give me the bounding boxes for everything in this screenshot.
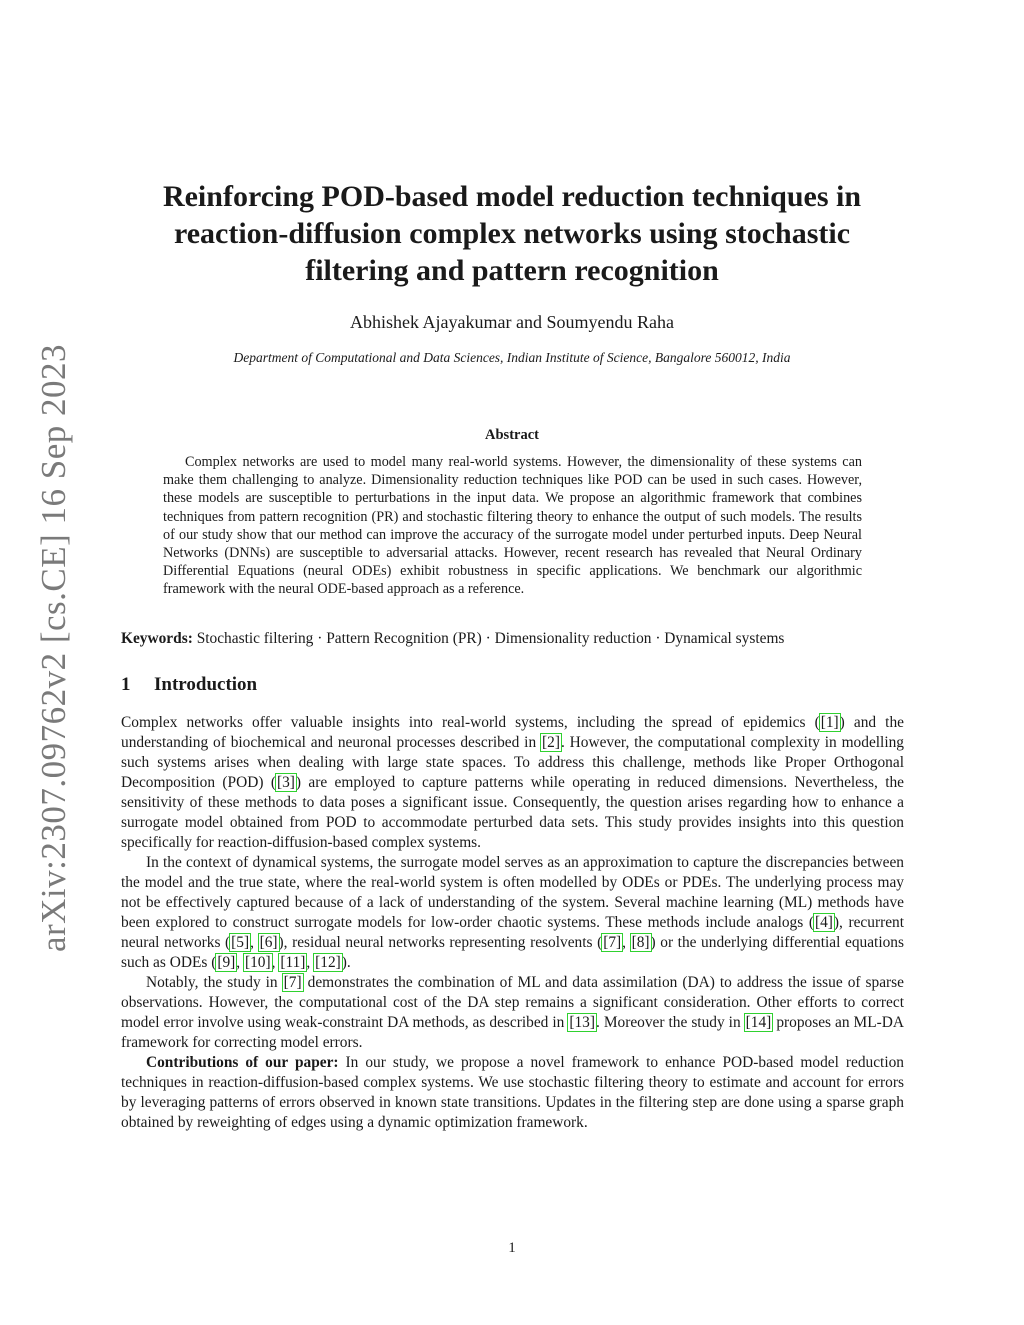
text-run: ) are employed to capture patterns while operating in reduced dimensions. Nevertheless, the sensitivity of these methods to data poses a significant issue. Consequently, the question arises regarding how to enhance a surrogate model obtained from POD to accommodate perturbed data sets. This study provides insights into this question specifically for reaction-diffusion-based complex systems. xyxy=(121,774,904,851)
text-run: Complex networks offer valuable insights into real-world systems, including the spread of epidemics ( xyxy=(121,714,820,731)
text-run: , xyxy=(250,934,259,951)
citation-link[interactable]: [4] xyxy=(814,914,833,931)
text-run: ) or the underlying differential equations such as ODEs ( xyxy=(121,934,904,971)
text-run: , xyxy=(622,934,631,951)
citation-link[interactable]: [10] xyxy=(244,954,271,971)
section-heading xyxy=(121,674,257,696)
keywords-label: Keywords: xyxy=(121,630,193,647)
section-title: Introduction xyxy=(154,674,258,695)
abstract-heading: Abstract xyxy=(485,427,539,443)
citation-link[interactable]: [11] xyxy=(280,954,306,971)
citation-link[interactable]: [14] xyxy=(745,1014,772,1031)
citation-link[interactable]: [9] xyxy=(217,954,236,971)
text-run: ) and the understanding of biochemical and neuronal processes described in xyxy=(121,714,904,751)
title-line: reaction-diffusion complex networks using stochastic xyxy=(173,217,851,250)
text-run: , xyxy=(236,954,244,971)
citation-link[interactable]: [7] xyxy=(603,934,622,951)
citation-link[interactable]: [2] xyxy=(542,734,560,751)
abstract-text: Complex networks are used to model many real-world systems. However, the dimensionality of these systems can make them challenging to analyze. Dimensionality reduction techniques like POD can be used in such cases. However, these models are susceptible to perturbations in the input data. We propose an algorithmic framework that combines techniques from pattern recognition (PR) and stochastic filtering theory to enhance the output of such models. The results of our study show that our method can improve the accuracy of the surrogate model under perturbed inputs. Deep Neural Networks (DNNs) are susceptible to adversarial attacks. However, recent research has revealed that Neural Ordinary Differential Equations (neural ODEs) exhibit robustness in specific applications. We benchmark our algorithmic framework with the neural ODE-based approach as a reference. xyxy=(163,454,862,598)
citation-link[interactable]: [3] xyxy=(276,774,295,791)
arxiv-side-stamp: arXiv:2307.09762v2 [cs.CE] 16 Sep 2023 xyxy=(34,343,73,953)
citation-link[interactable]: [5] xyxy=(231,934,250,951)
title-line: Reinforcing POD-based model reduction techniques in xyxy=(162,180,862,213)
text-run: demonstrates the combination of ML and data assimilation (DA) to address the issue of sparse observations. However, the computational cost of the DA step remains a significant consideration. Other efforts to correct model error involve using weak-constraint DA methods, as described in xyxy=(121,974,904,1031)
keywords xyxy=(121,629,921,648)
paragraph xyxy=(121,1053,904,1133)
authors: Abhishek Ajayakumar and Soumyendu Raha xyxy=(350,312,674,332)
affiliation: Department of Computational and Data Sciences, Indian Institute of Science, Bangalore 560012, India xyxy=(233,350,791,365)
page-number: 1 xyxy=(508,1240,516,1256)
citation-link[interactable]: [1] xyxy=(820,714,839,731)
citation-link[interactable]: [12] xyxy=(315,954,341,971)
section-number: 1 xyxy=(121,674,131,695)
text-run: , xyxy=(306,954,315,971)
paragraph xyxy=(121,713,904,853)
title-line: filtering and pattern recognition xyxy=(305,254,719,287)
text-run: Notably, the study in xyxy=(146,974,283,991)
text-run: ). xyxy=(341,954,351,971)
text-run: ), residual neural networks representing resolvents ( xyxy=(278,934,603,951)
paper-title xyxy=(110,178,914,289)
paragraph xyxy=(121,853,904,973)
citation-link[interactable]: [8] xyxy=(631,934,650,951)
citation-link[interactable]: [6] xyxy=(259,934,278,951)
text-run: ), recurrent neural networks ( xyxy=(121,914,905,951)
text-run: , xyxy=(271,954,280,971)
paragraph xyxy=(121,973,904,1053)
text-run: . Moreover the study in xyxy=(595,1014,745,1031)
text-run: In the context of dynamical systems, the surrogate model serves as an approximation to capture the discrepancies between the model and the true state, where the real-world system is often modelled by ODEs or PDEs. The underlying process may not be effectively captured because of a lack of understanding of the system. Several machine learning (ML) methods have been explored to construct surrogate models for low-order chaotic systems. These methods include analogs ( xyxy=(121,854,904,931)
citation-link[interactable]: [13] xyxy=(569,1014,595,1031)
contributions-label: Contributions of our paper: xyxy=(146,1054,339,1071)
text-run: In our study, we propose a novel framework to enhance POD-based model reduction techniques in reaction-diffusion-based complex systems. We use stochastic filtering theory to estimate and account for errors by leveraging patterns of errors observed in known state transitions. Updates in the filtering step are done using a sparse graph obtained by reweighting of edges using a dynamic optimization framework. xyxy=(121,1054,904,1131)
introduction-body xyxy=(121,713,904,1133)
keywords-text: Stochastic filtering · Pattern Recognition (PR) · Dimensionality reduction · Dynamical systems xyxy=(196,630,785,647)
citation-link[interactable]: [7] xyxy=(283,974,302,991)
text-run: proposes an ML-DA framework for correcting model errors. xyxy=(121,1014,904,1051)
text-run: . However, the computational complexity in modelling such systems arises when dealing with large state spaces. To address this challenge, methods like Proper Orthogonal Decomposition (POD) ( xyxy=(121,734,904,791)
